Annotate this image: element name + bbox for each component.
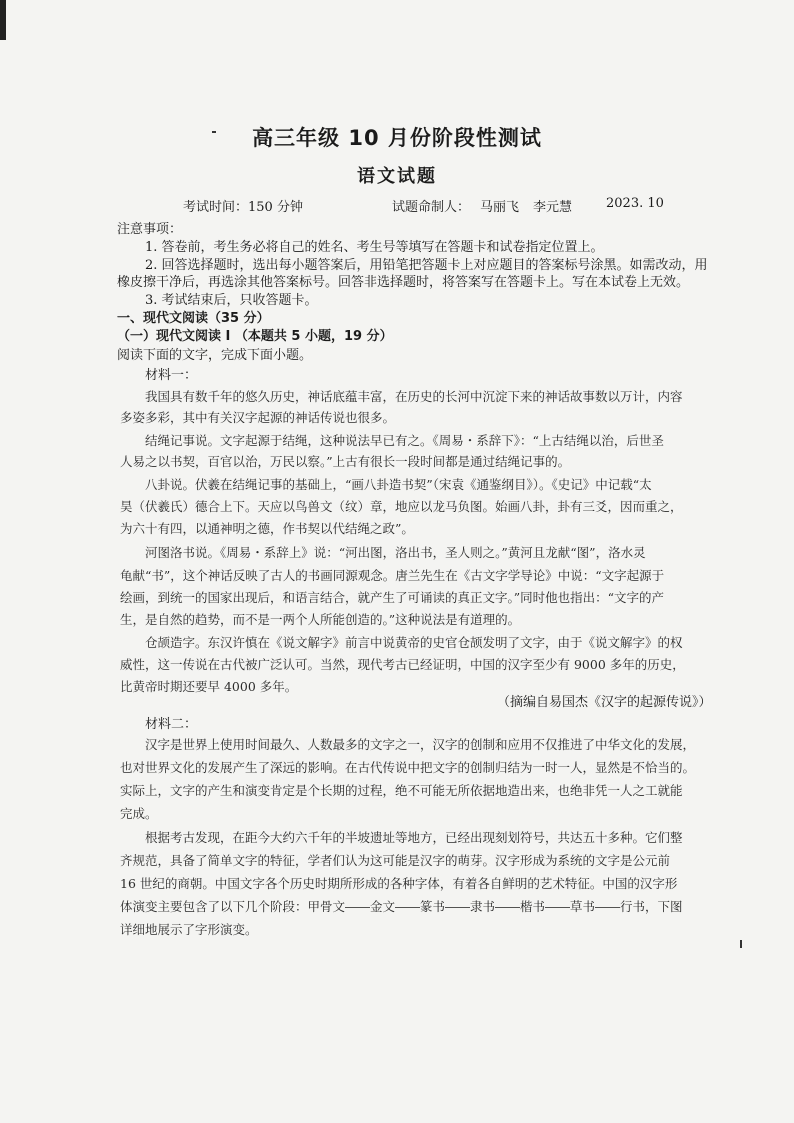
material-2-text: 也对世界文化的发展产生了深远的影响。在古代传说中把文字的创制归结为一时一人，显然是不恰当的。 bbox=[120, 760, 696, 775]
reading-instruction: 阅读下面的文字，完成下面小题。 bbox=[117, 348, 313, 363]
material-1-text: 龟献“书”，这个神话反映了古人的书画同源观念。唐兰先生在《古文字学导论》中说：“文字起源于 bbox=[120, 568, 665, 583]
page-subtitle: 语文试题 bbox=[357, 166, 437, 187]
material-2-label: 材料二： bbox=[145, 717, 198, 732]
subsection-heading: （一）现代文阅读 Ⅰ （本题共 5 小题，19 分） bbox=[117, 329, 393, 344]
material-1-text: 绘画，到统一的国家出现后，和语言结合，就产生了可诵读的真正文字。”同时他也指出：“文字的产 bbox=[120, 590, 665, 605]
material-1-text: 仓颉造字。东汉许慎在《说文解字》前言中说黄帝的史官仓颉发明了文字，由于《说文解字》的权 bbox=[145, 635, 683, 650]
material-2-text: 详细地展示了字形演变。 bbox=[120, 922, 258, 937]
notice-item-3: 3. 考试结束后，只收答题卡。 bbox=[145, 293, 318, 308]
material-1-label: 材料一： bbox=[145, 368, 198, 383]
notice-heading: 注意事项： bbox=[117, 222, 183, 237]
scan-edge-mark bbox=[0, 0, 6, 40]
material-1-text: 生，是自然的趋势，而不是一两个人所能创造的。”这种说法是有道理的。 bbox=[120, 612, 521, 627]
material-1-text: 河图洛书说。《周易・系辞上》说：“河出图，洛出书，圣人则之。”黄河且龙献“图”，洛水灵 bbox=[145, 545, 646, 560]
author-name-2: 李元慧 bbox=[533, 200, 573, 215]
material-1-text: 结绳记事说。文字起源于结绳，这种说法早已有之。《周易・系辞下》：“上古结绳以治，后世圣 bbox=[145, 433, 664, 448]
material-2-text: 实际上，文字的产生和演变肯定是个长期的过程，绝不可能无所依据地造出来，也绝非凭一人之工就能 bbox=[120, 783, 683, 798]
scan-speck bbox=[740, 940, 742, 948]
material-2-text: 完成。 bbox=[120, 806, 158, 821]
material-1-text: 多姿多彩，其中有关汉字起源的神话传说也很多。 bbox=[120, 410, 396, 425]
material-1-text: 昊（伏羲氏）德合上下。天应以鸟兽文（纹）章，地应以龙马负图。始画八卦，卦有三爻，因而重之， bbox=[120, 499, 683, 514]
notice-item-1: 1. 答卷前，考生务必将自己的姓名、考生号等填写在答题卡和试卷指定位置上。 bbox=[145, 240, 604, 255]
material-2-text: 体演变主要包含了以下几个阶段：甲骨文――金文――篆书――隶书――楷书――草书――行书，下图 bbox=[120, 899, 683, 914]
page-title: 高三年级 10 月份阶段性测试 bbox=[252, 126, 542, 150]
material-1-text: 八卦说。伏羲在结绳记事的基础上，“画八卦造书契”（宋袁《通鉴纲目》）。《史记》中记载“太 bbox=[145, 477, 652, 492]
author-name-1: 马丽飞 bbox=[480, 200, 520, 215]
material-1-text: 威性，这一传说在古代被广泛认可。当然，现代考古已经证明，中国的汉字至少有 9000 多年的历史， bbox=[120, 657, 685, 672]
material-1-text: 比黄帝时期还要早 4000 多年。 bbox=[120, 679, 298, 694]
notice-item-2-cont: 橡皮擦干净后，再选涂其他答案标号。回答非选择题时，将答案写在答题卡上。写在本试卷上无效。 bbox=[117, 275, 690, 290]
material-1-source: （摘编自易国杰《汉字的起源传说》） bbox=[497, 695, 712, 710]
section-heading: 一、现代文阅读（35 分） bbox=[117, 311, 270, 326]
exam-date: 2023. 10 bbox=[606, 196, 664, 211]
material-1-text: 人易之以书契，百官以治，万民以察。”上古有很长一段时间都是通过结绳记事的。 bbox=[120, 454, 571, 469]
notice-item-2: 2. 回答选择题时，选出每小题答案后，用铅笔把答题卡上对应题目的答案标号涂黑。如需改动，用 bbox=[145, 258, 708, 273]
authors-label: 试题命制人： bbox=[392, 200, 471, 215]
material-1-text: 为六十有四，以通神明之德，作书契以代结绳之政”。 bbox=[120, 521, 414, 536]
material-2-text: 根据考古发现，在距今大约六千年的半坡遗址等地方，已经出现刻划符号，共达五十多种。它们整 bbox=[145, 830, 683, 845]
material-1-text: 我国具有数千年的悠久历史，神话底蕴丰富，在历史的长河中沉淀下来的神话故事数以万计，内容 bbox=[145, 389, 683, 404]
material-2-text: 汉字是世界上使用时间最久、人数最多的文字之一，汉字的创制和应用不仅推进了中华文化的发展， bbox=[145, 737, 696, 752]
exam-time: 考试时间：150 分钟 bbox=[183, 200, 303, 215]
material-2-text: 齐规范，具备了简单文字的特征，学者们认为这可能是汉字的萌芽。汉字形成为系统的文字是公元前 bbox=[120, 853, 671, 868]
material-2-text: 16 世纪的商朝。中国文字各个历史时期所形成的各种字体，有着各自鲜明的艺术特征。中国的汉字形 bbox=[120, 876, 678, 891]
